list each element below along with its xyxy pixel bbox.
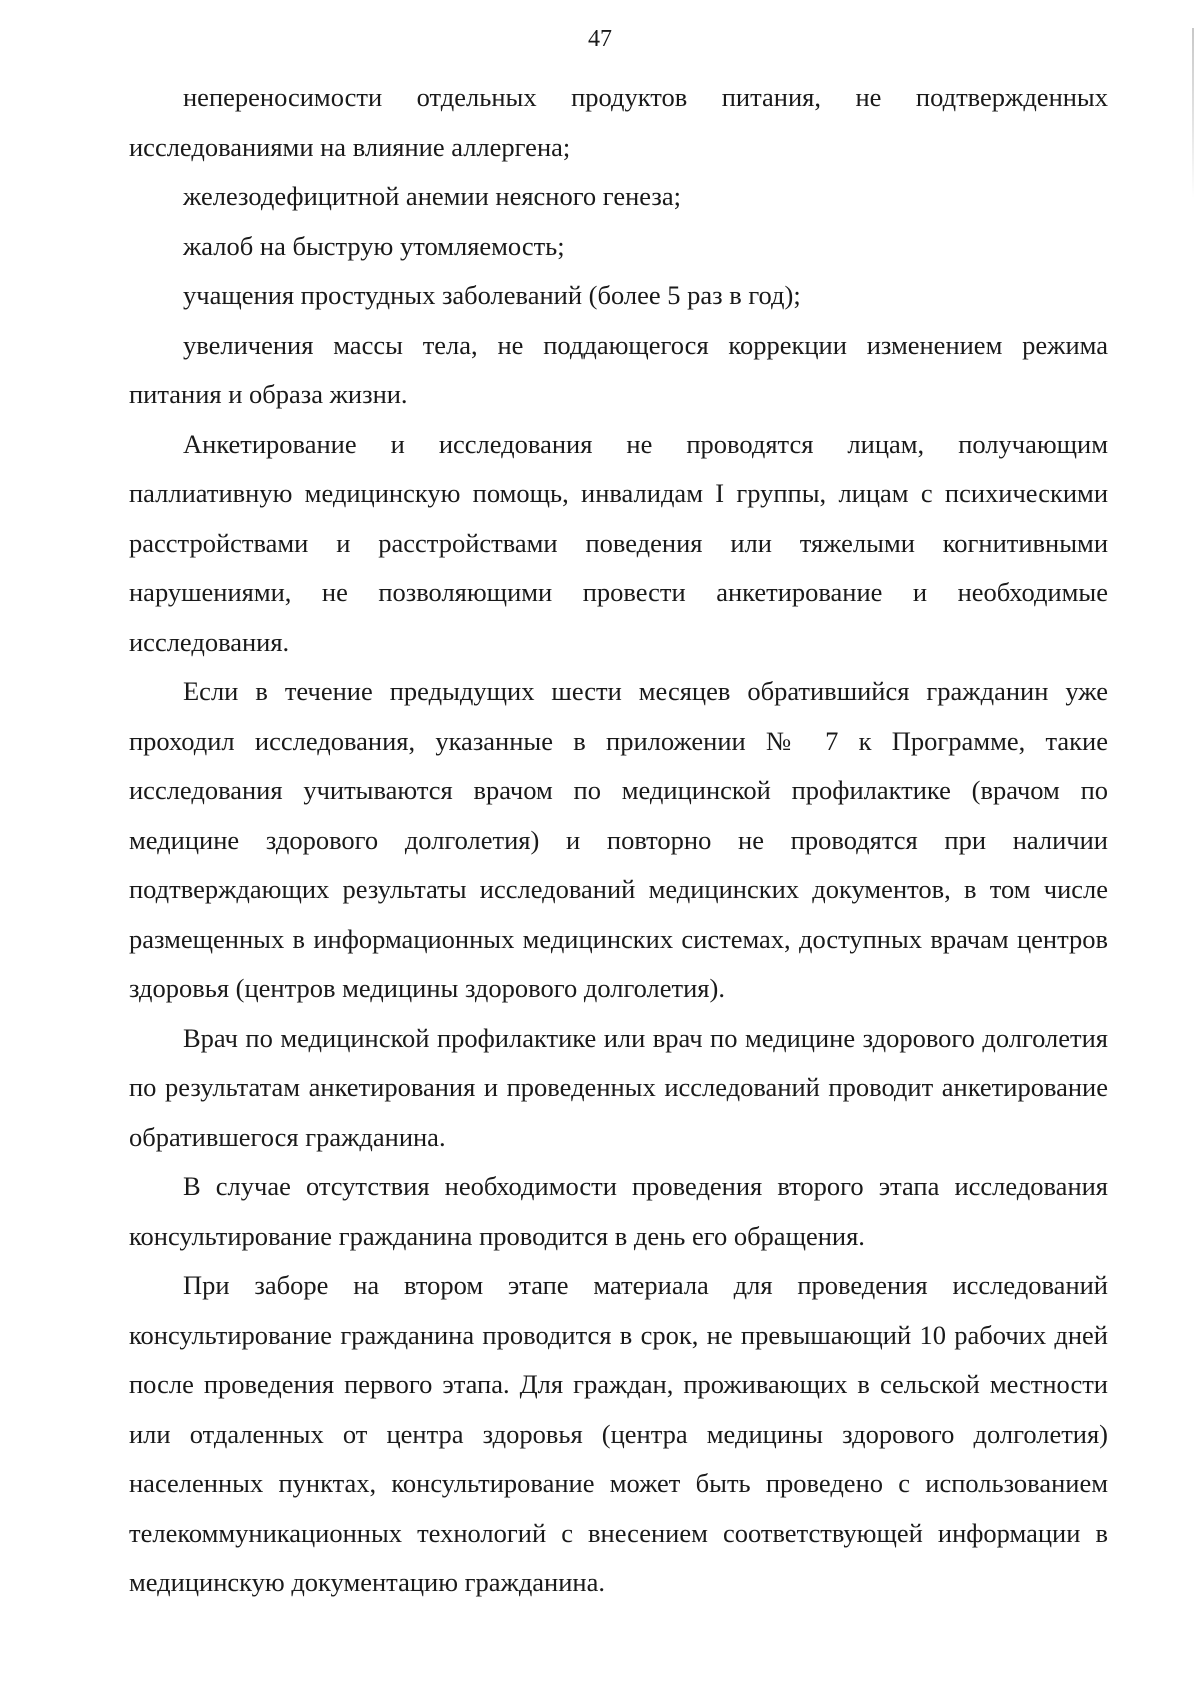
paragraph-exclusions: Анкетирование и исследования не проводятся лицам, получающим паллиативную медицинскую помощь, инвалидам I группы, лицам с психическими расстройствами и расстройствами поведения или тяжелыми когнитивными нарушениями, не позволяющими провести анкетирование и необходимые исследования. [129,428,1108,657]
document-body [129,73,1108,1608]
paragraph-anemia: железодефицитной анемии неясного генеза; [183,181,681,211]
paragraph-no-second-stage: В случае отсутствия необходимости проведения второго этапа исследования консультирование гражданина проводится в день его обращения. [129,1171,1108,1251]
paragraph-fatigue: жалоб на быструю утомляемость; [183,230,565,261]
paragraph-colds: учащения простудных заболеваний (более 5 раз в год); [183,280,801,310]
page-number: 47 [588,26,612,52]
paragraph-doctor-questioning: Врач по медицинской профилактике или врач по медицине здорового долголетия по результатам анкетирования и проведенных исследований проводит анкетирование обратившегося гражданина. [129,1022,1108,1152]
paragraph-previous-studies: Если в течение предыдущих шести месяцев обратившийся гражданин уже проходил исследования, указанные в приложении № 7 к Программе, такие исследования учитываются врачом по медицинской профилактике (врачом по медицине здорового долголетия) и повторно не проводятся при наличии подтверждающих результаты исследований медицинских документов, в том числе размещенных в информационных медицинских системах, доступных врачам центров здоровья (центров медицины здорового долголетия). [129,676,1108,1003]
paragraph-second-stage-consultation: При заборе на втором этапе материала для проведения исследований консультирование гражданина проводится в срок, не превышающий 10 рабочих дней после проведения первого этапа. Для граждан, проживающих в сельской местности или отдаленных от центра здоровья (центра медицины здорового долголетия) населенных пунктах, консультирование может быть проведено с использованием телекоммуникационных технологий с внесением соответствующей информации в медицинскую документацию гражданина. [129,1270,1108,1597]
paragraph-intolerance: непереносимости отдельных продуктов питания, не подтвержденных исследованиями на влияние аллергена; [129,82,1108,162]
paragraph-body-mass: увеличения массы тела, не поддающегося коррекции изменением режима питания и образа жизни. [129,329,1108,409]
